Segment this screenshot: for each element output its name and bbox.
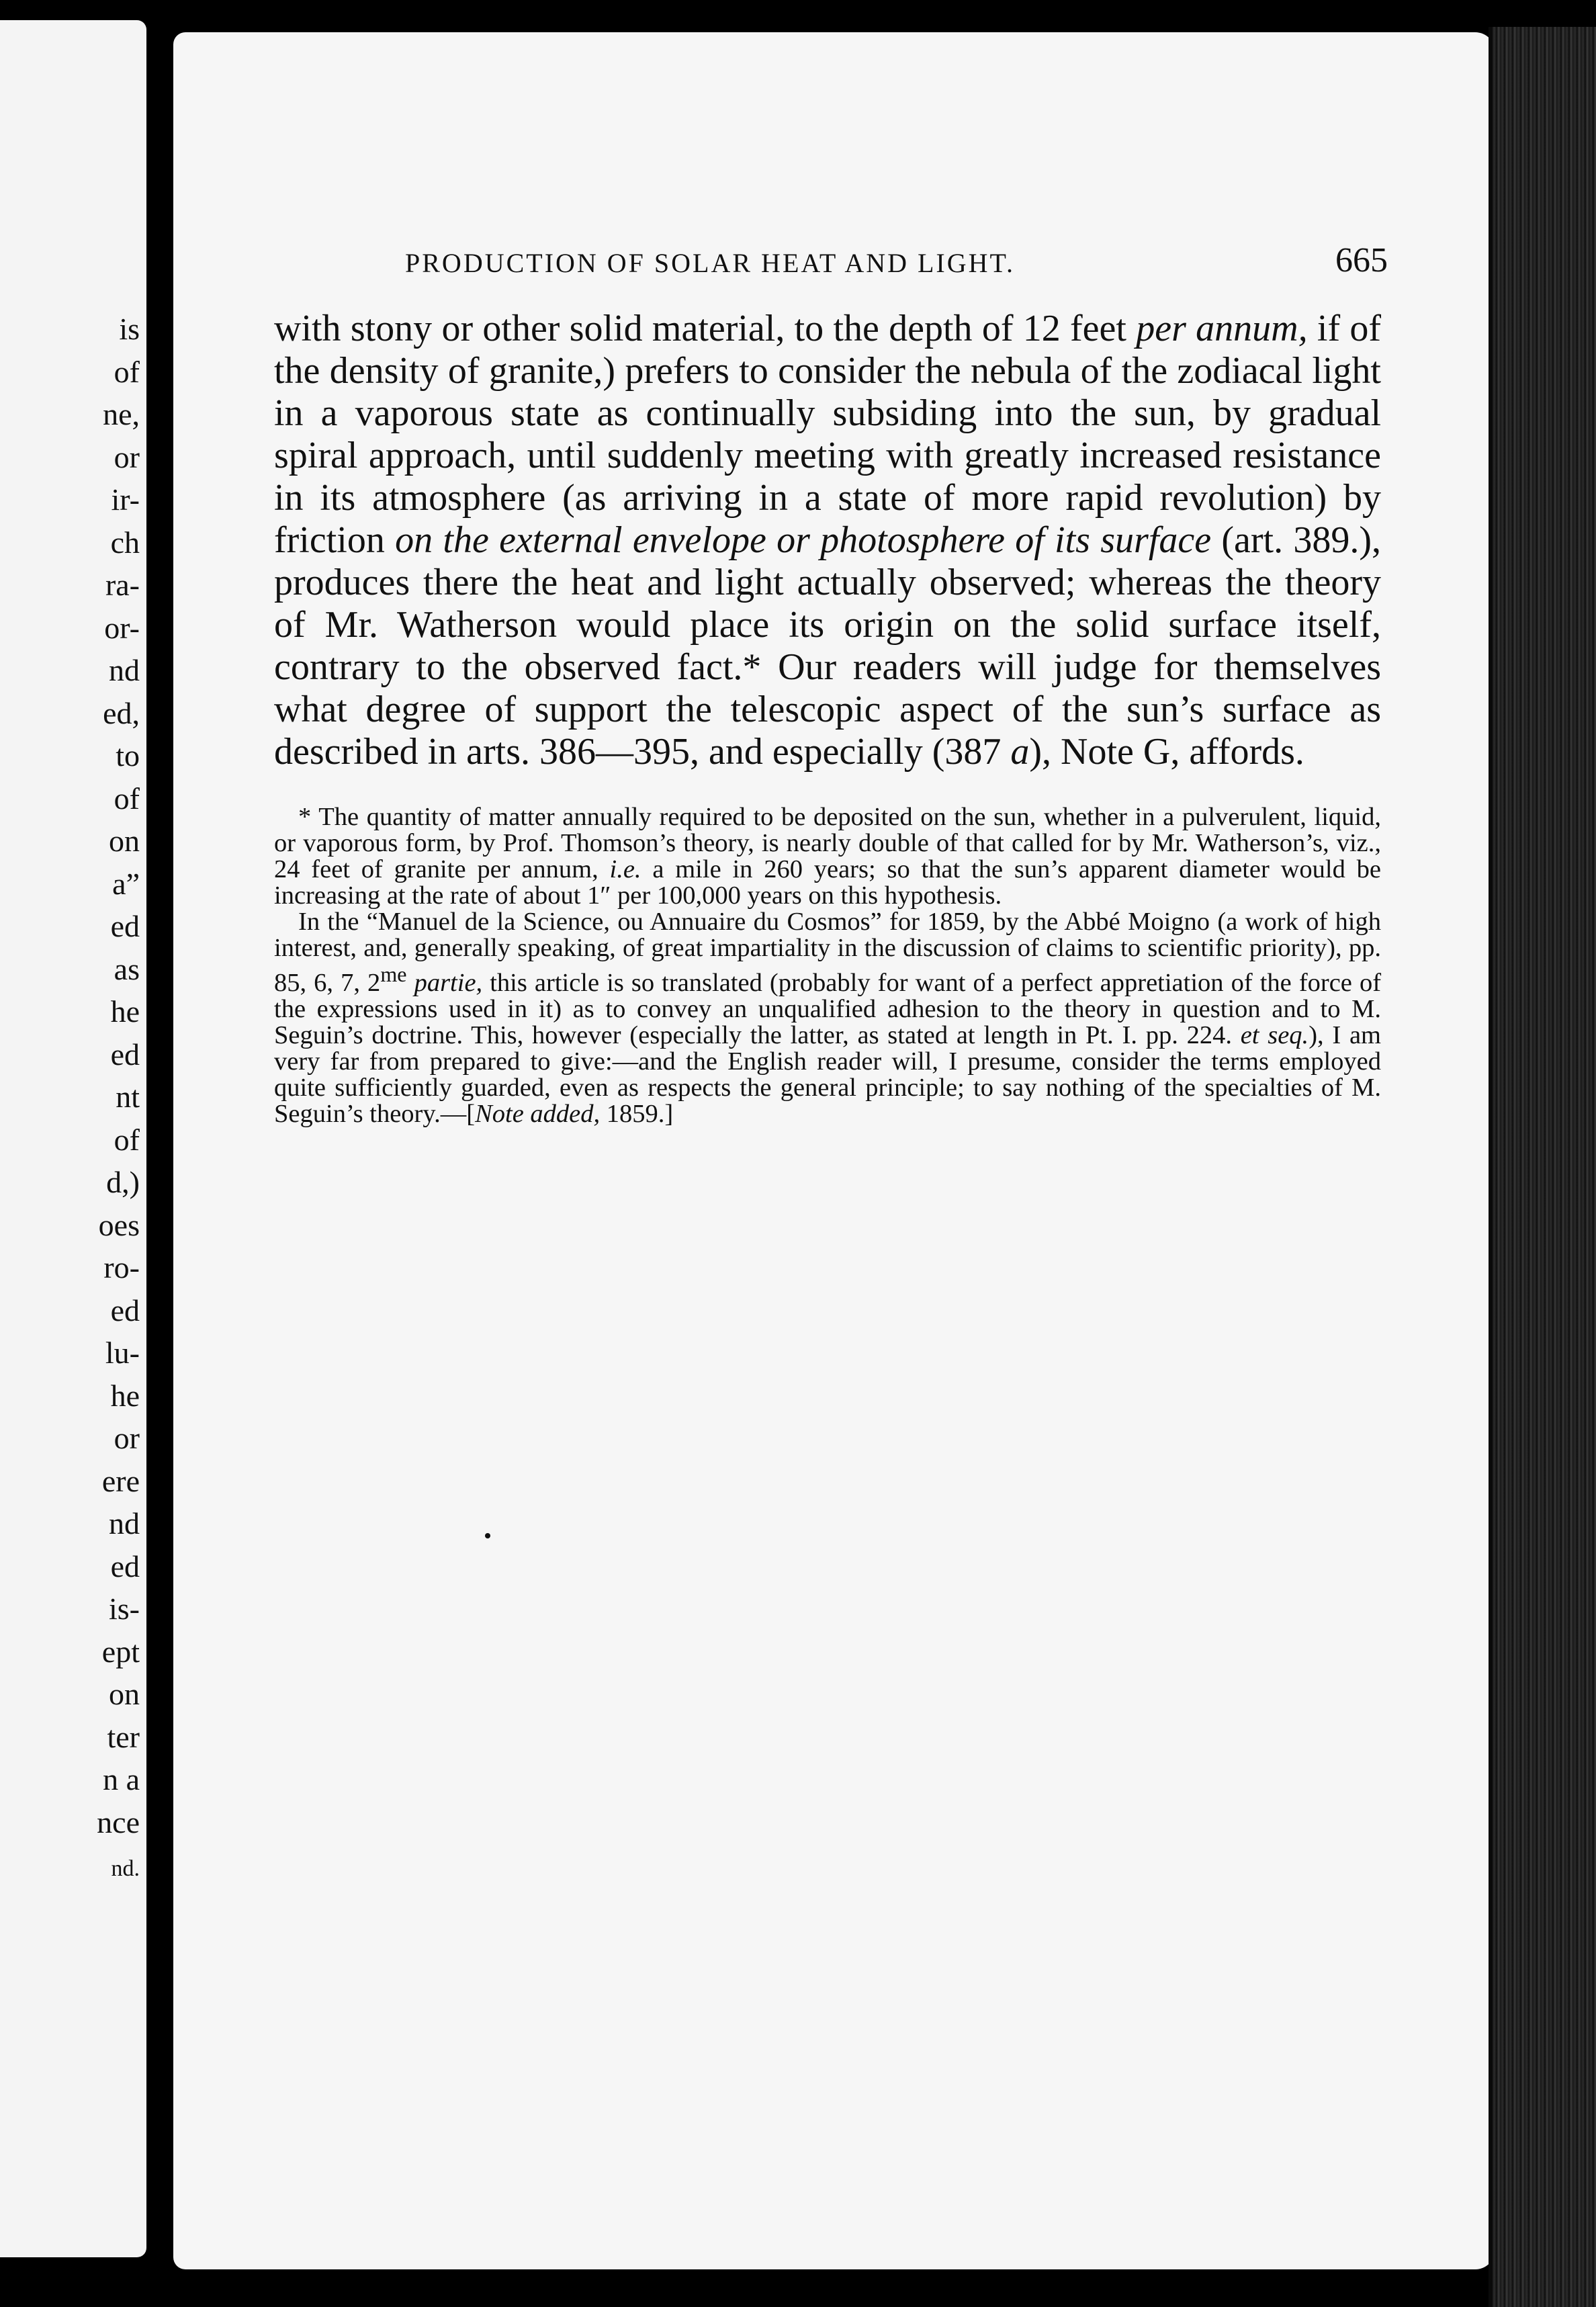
left-page-text-fragments bbox=[97, 308, 140, 1890]
left-page-line-fragment: to bbox=[116, 738, 140, 773]
footnote-text-run: 1859.] bbox=[600, 1099, 674, 1128]
left-page-line-fragment: he bbox=[110, 994, 140, 1029]
left-page-line-fragment: as bbox=[114, 951, 140, 986]
body-paragraph bbox=[274, 308, 1381, 773]
left-page-line-fragment: nd bbox=[109, 1506, 140, 1540]
footnote-superscript: me bbox=[380, 962, 407, 986]
left-page-line-fragment: on bbox=[109, 1677, 140, 1711]
left-page-line-fragment: of bbox=[114, 781, 140, 816]
page-content bbox=[274, 241, 1388, 1128]
footnote-text-run: this article is so translated (probably for want of a perfect appretiation of the force of the expressions used in it) as to convey an unqualified adhesion to the theory in question and to M. Seguin’s doctrine. This, however (especially the latter, as stated at length in Pt. I. pp. 224. bbox=[274, 968, 1382, 1049]
body-text-run: ), Note G, affords. bbox=[1029, 731, 1304, 773]
running-head bbox=[274, 241, 1388, 294]
book-page-edges bbox=[1489, 27, 1596, 2307]
left-page-line-fragment: ed bbox=[110, 909, 140, 943]
left-page-line-fragment: of bbox=[114, 354, 140, 389]
body-text-run: if of the density of granite,) prefers to consider the nebula of the zodiacal light in a vaporous state as continually subsiding into the sun, by gradual spiral approach, until suddenly meeting with greatly increased resistance in its atmosphere (as arriving in a state of more rapid revolution) by friction bbox=[274, 308, 1382, 561]
left-page-line-fragment: oes bbox=[98, 1207, 140, 1242]
footnote-paragraph bbox=[274, 909, 1381, 1127]
left-page-line-fragment: nd bbox=[109, 653, 140, 687]
footnote-text-run: a mile in 260 years; so that the sun’s apparent diameter would be increasing at the rate of about 1″ per 100,000 years on this hypothesis. bbox=[274, 855, 1381, 910]
footnote-text-run: ), I am very far from prepared to give:—and the English reader will, I presume, consider the terms employed quite sufficiently guarded, even as respects the general principle; to say nothing of the specialties of M. Seguin’s theory.—[ bbox=[274, 1020, 1381, 1128]
footnote-italic-run: Note added, bbox=[475, 1099, 601, 1128]
left-page-line-fragment: or bbox=[114, 439, 140, 474]
body-italic-run: a bbox=[1010, 731, 1030, 773]
footnote-paragraph bbox=[274, 804, 1381, 909]
left-page-line-fragment: ne, bbox=[103, 397, 140, 431]
footnote-italic-run: partie, bbox=[406, 968, 483, 997]
page-number: 665 bbox=[1335, 241, 1388, 279]
left-page-line-fragment: nd. bbox=[111, 1856, 140, 1881]
left-page-line-fragment: of bbox=[114, 1122, 140, 1157]
left-page-line-fragment: d,) bbox=[106, 1165, 140, 1199]
footnote-italic-run: et seq. bbox=[1240, 1020, 1309, 1049]
body-text-run: (art. 389.), produces there the heat and light actually observed; whereas the theory of Mr. Watherson would place its origin on the solid surface itself, contrary to the observed fact.* Our readers will judge for themselves what degree of support the telescopic aspect of the sun’s surface as described in arts. 386—395, and especially (387 bbox=[274, 519, 1382, 773]
left-page-line-fragment: on bbox=[109, 824, 140, 858]
left-page-line-fragment: a” bbox=[112, 866, 140, 901]
left-page-line-fragment: ed bbox=[110, 1037, 140, 1072]
left-page-line-fragment: n a bbox=[103, 1762, 140, 1796]
left-page-edge bbox=[0, 20, 146, 2257]
ink-speck bbox=[485, 1533, 490, 1538]
left-page-line-fragment: ro- bbox=[103, 1250, 140, 1285]
left-page-line-fragment: ir- bbox=[111, 482, 140, 517]
book-page bbox=[173, 32, 1495, 2269]
footnote-text-run: * The quantity of matter annually required to be deposited on the sun, whether in a pulverulent, liquid, or vaporous form, by Prof. Thomson’s theory, is nearly double of that called for by Mr. Watherson’s, viz., 24 feet of granite per annum, bbox=[274, 803, 1381, 883]
left-page-line-fragment: ept bbox=[101, 1634, 140, 1669]
left-page-line-fragment: nce bbox=[97, 1804, 140, 1839]
body-text-run: with stony or other solid material, to the depth of 12 feet bbox=[274, 308, 1137, 349]
left-page-line-fragment: ed bbox=[110, 1549, 140, 1583]
left-page-line-fragment: is bbox=[119, 312, 140, 346]
left-page-line-fragment: or bbox=[114, 1421, 140, 1455]
left-page-line-fragment: or- bbox=[104, 610, 140, 645]
body-italic-run: on the external envelope or photosphere of its surface bbox=[395, 519, 1212, 561]
book-gutter bbox=[146, 0, 173, 2307]
left-page-line-fragment: ra- bbox=[105, 568, 140, 602]
footnote-block bbox=[274, 804, 1381, 1127]
running-head-title: PRODUCTION OF SOLAR HEAT AND LIGHT. bbox=[405, 248, 1015, 278]
left-page-line-fragment: he bbox=[110, 1378, 140, 1413]
body-italic-run: per annum, bbox=[1136, 308, 1308, 349]
left-page-line-fragment: ch bbox=[110, 525, 140, 560]
footnote-italic-run: i.e. bbox=[609, 855, 641, 883]
left-page-line-fragment: is- bbox=[109, 1592, 140, 1626]
left-page-line-fragment: ed bbox=[110, 1293, 140, 1327]
footnote-text-run: In the “Manuel de la Science, ou Annuaire du Cosmos” for 1859, by the Abbé Moigno (a work of high interest, and, generally speaking, of great impartiality in the discussion of claims to scientific priority), pp. 85, 6, 7, 2 bbox=[274, 908, 1381, 997]
left-page-line-fragment: ed, bbox=[103, 695, 140, 730]
left-page-line-fragment: lu- bbox=[105, 1336, 140, 1370]
left-page-line-fragment: ter bbox=[107, 1719, 140, 1754]
left-page-line-fragment: nt bbox=[116, 1080, 140, 1114]
left-page-line-fragment: ere bbox=[101, 1463, 140, 1498]
